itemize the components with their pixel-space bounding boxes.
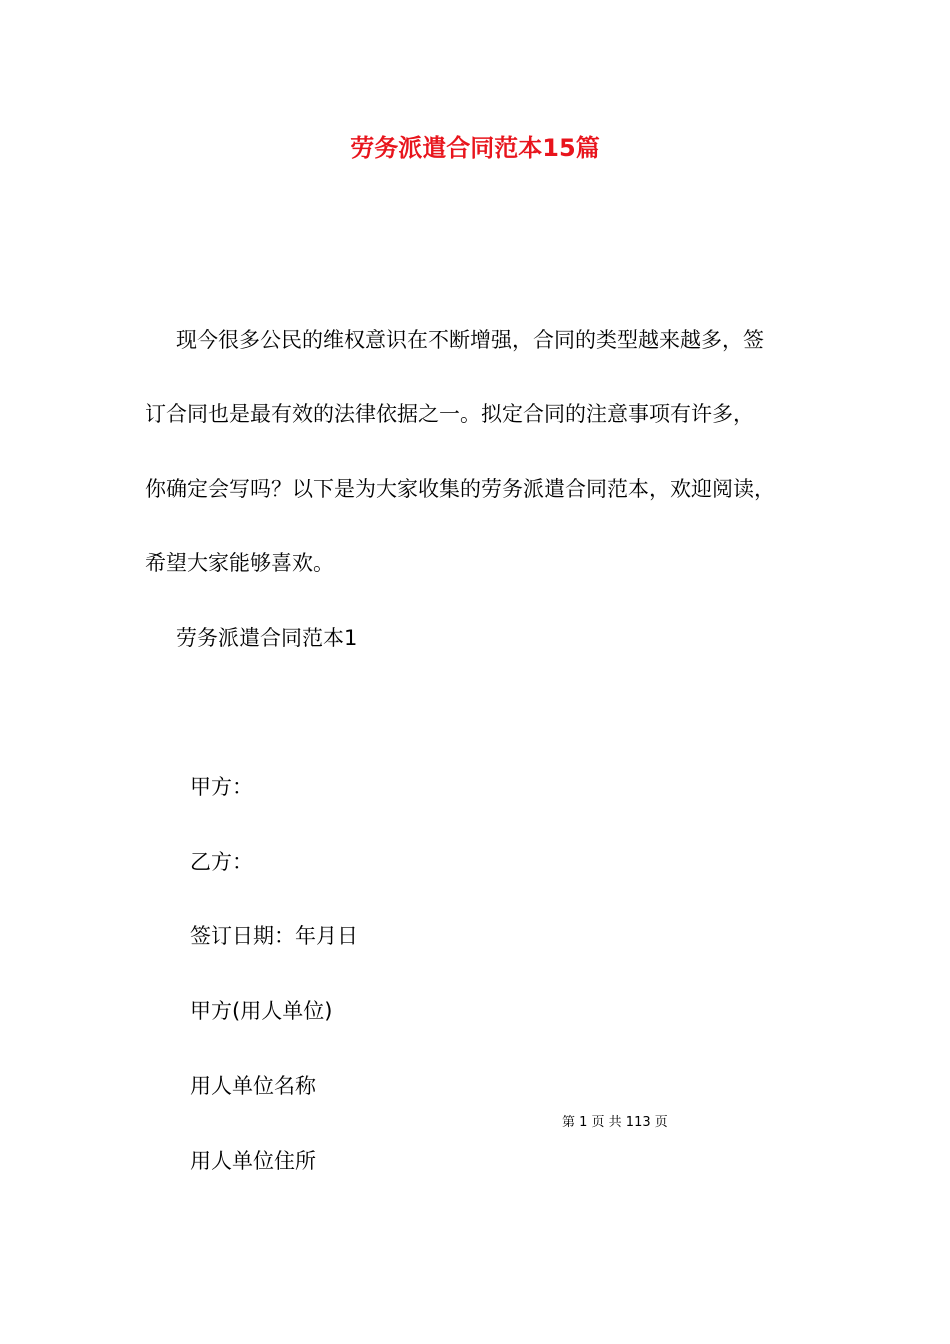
party-b-field: 乙方： xyxy=(190,850,253,874)
page-number-footer: 第 1 页 共 113 页 xyxy=(562,1115,668,1130)
employer-name-field: 用人单位名称 xyxy=(190,1074,316,1098)
intro-paragraph-line: 你确定会写吗？以下是为大家收集的劳务派遣合同范本，欢迎阅读， xyxy=(145,477,775,501)
party-a-field: 甲方： xyxy=(190,775,253,799)
section-heading: 劳务派遣合同范本1 xyxy=(176,626,358,650)
party-a-employer-heading: 甲方(用人单位) xyxy=(190,999,333,1023)
document-title: 劳务派遣合同范本15篇 xyxy=(350,134,600,162)
intro-paragraph-line: 现今很多公民的维权意识在不断增强，合同的类型越来越多，签 xyxy=(176,328,764,352)
intro-paragraph-line: 订合同也是最有效的法律依据之一。拟定合同的注意事项有许多， xyxy=(145,402,754,426)
intro-paragraph-line: 希望大家能够喜欢。 xyxy=(145,551,334,575)
employer-address-field: 用人单位住所 xyxy=(190,1149,316,1173)
signing-date-field: 签订日期：年月日 xyxy=(190,924,358,948)
